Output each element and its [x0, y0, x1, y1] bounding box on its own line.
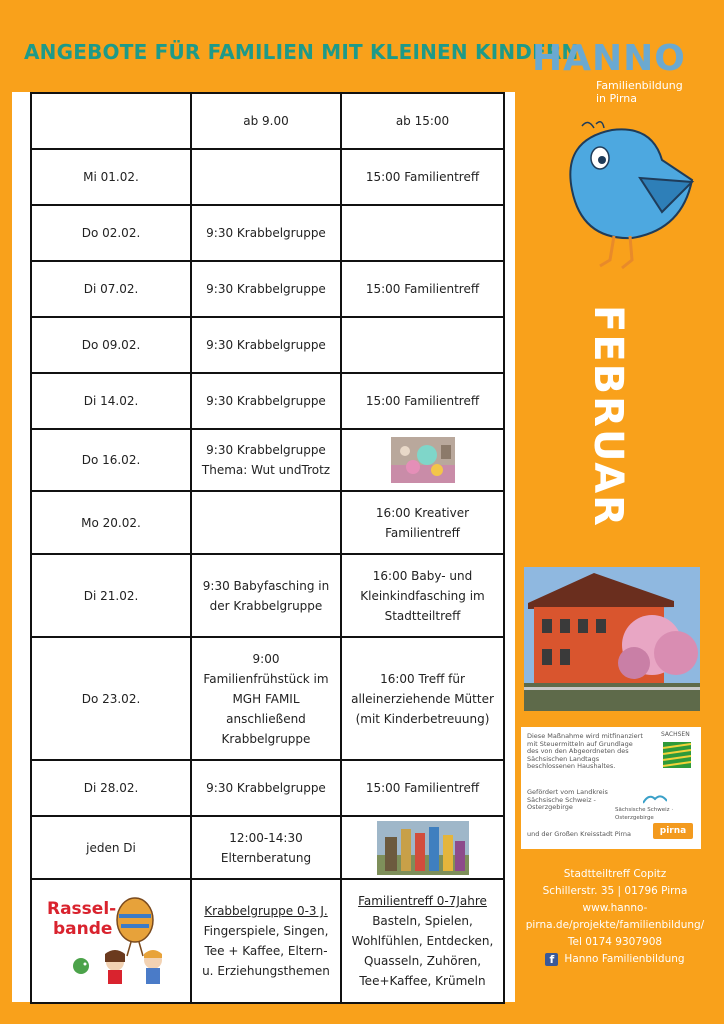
day-cell: Di 21.02. — [31, 554, 191, 637]
familientreff-title: Familientreff 0-7Jahre — [358, 894, 487, 908]
afternoon-cell — [341, 554, 504, 637]
facebook-icon: f — [545, 953, 558, 966]
day-cell: Di 28.02. — [31, 760, 191, 816]
contact-website-l1[interactable]: www.hanno- — [582, 902, 648, 914]
table-footer-row — [31, 879, 504, 1003]
header-afternoon: ab 15:00 — [341, 93, 504, 149]
cell-line: Tee + Kaffee, Eltern- — [204, 944, 328, 958]
cell-line: 9:00 — [252, 651, 280, 666]
afternoon-cell: 15:00 Familientreff — [341, 373, 504, 429]
afternoon-cell: 15:00 Familientreff — [341, 261, 504, 317]
table-row — [31, 149, 504, 205]
table-row — [31, 491, 504, 554]
playground-sculptures-photo — [377, 821, 469, 875]
day-cell: Mo 20.02. — [31, 491, 191, 554]
facebook-label: Hanno Familienbildung — [564, 953, 685, 965]
krabbelgruppe-title: Krabbelgruppe 0-3 J. — [204, 904, 328, 918]
hanno-logo — [532, 38, 702, 105]
day-cell: Do 09.02. — [31, 317, 191, 373]
table-header-row — [31, 93, 504, 149]
funding-line: Sächsischen Landtags — [527, 754, 600, 763]
funding-line: des von den Abgeordneten des — [527, 747, 629, 755]
sachsen-label: SACHSEN — [661, 731, 690, 738]
cell-line: 16:00 Baby- und — [372, 568, 473, 583]
afternoon-cell: 15:00 Familientreff — [341, 149, 504, 205]
cell-line: Wohlfühlen, Entdecken, — [351, 934, 494, 948]
afternoon-cell — [341, 491, 504, 554]
rasselbande-logo-line1: Rassel- — [47, 899, 117, 919]
cell-line: alleinerziehende Mütter — [351, 691, 494, 706]
morning-cell — [191, 816, 341, 879]
afternoon-cell — [341, 429, 504, 491]
day-cell: Di 07.02. — [31, 261, 191, 317]
day-cell: Do 23.02. — [31, 637, 191, 760]
day-cell: Do 02.02. — [31, 205, 191, 261]
blue-bird-illustration — [552, 120, 702, 275]
rasselbande-logo-cell — [31, 879, 191, 1003]
contact-phone: Tel 0174 9307908 — [567, 936, 663, 948]
funding-text-landtag — [527, 733, 657, 771]
funding-line: Sächsische Schweiz - — [527, 795, 596, 804]
day-cell: Do 16.02. — [31, 429, 191, 491]
landkreis-logo — [643, 793, 667, 805]
schedule-table — [30, 92, 505, 1004]
stadtteiltreff-building-photo — [524, 567, 700, 711]
header-empty — [31, 93, 191, 149]
cell-line: Stadtteiltreff — [384, 608, 461, 623]
table-row — [31, 816, 504, 879]
cell-line: (mit Kinderbetreuung) — [355, 711, 490, 726]
funding-line: Osterzgebirge — [527, 803, 573, 811]
pirna-logo-text: pirna — [659, 826, 687, 836]
pirna-logo — [653, 823, 693, 839]
afternoon-cell — [341, 317, 504, 373]
cell-line: 16:00 Treff für — [380, 671, 465, 686]
cell-line: MGH FAMIL — [232, 691, 300, 706]
contact-website-l2[interactable]: pirna.de/projekte/familienbildung/ — [525, 919, 705, 931]
cell-line: 9:30 Babyfasching in — [202, 578, 330, 593]
rasselbande-logo-line2: bande — [53, 919, 113, 939]
cell-line: Quasseln, Zuhören, — [363, 954, 482, 968]
cell-line: der Krabbelgruppe — [209, 598, 323, 613]
table-row — [31, 373, 504, 429]
cell-line: 12:00-14:30 — [229, 830, 303, 845]
funding-line: Diese Maßnahme wird mitfinanziert — [527, 732, 643, 740]
funding-notice — [521, 727, 701, 849]
familientreff-info-cell — [341, 879, 504, 1003]
table-row — [31, 205, 504, 261]
morning-cell: 9:30 Krabbelgruppe — [191, 261, 341, 317]
children-playing-photo — [391, 437, 455, 483]
cell-line: anschließend — [226, 711, 306, 726]
afternoon-cell — [341, 205, 504, 261]
cell-line: 16:00 Kreativer — [375, 505, 470, 520]
funding-line: Gefördert vom Landkreis — [527, 788, 608, 796]
table-row — [31, 261, 504, 317]
cell-line: u. Erziehungsthemen — [202, 964, 330, 978]
morning-cell: 9:30 Krabbelgruppe — [191, 317, 341, 373]
table-row — [31, 554, 504, 637]
morning-cell — [191, 637, 341, 760]
landkreis-label: Sächsische Schweiz · Osterzgebirge — [615, 807, 674, 821]
morning-cell: 9:30 Krabbelgruppe — [191, 373, 341, 429]
funding-text-stadt: und der Großen Kreisstadt Pirna — [527, 830, 632, 838]
rasselbande-logo — [41, 892, 181, 984]
cell-line: Kleinkindfasching im — [360, 588, 485, 603]
afternoon-cell — [341, 816, 504, 879]
hanno-logo-sub1: Familienbildung — [596, 79, 683, 92]
morning-cell — [191, 429, 341, 491]
month-label: FEBRUAR — [585, 305, 631, 528]
cell-line: Tee+Kaffee, Krümeln — [359, 974, 486, 988]
contact-address: Schillerstr. 35 | 01796 Pirna — [542, 885, 688, 897]
day-cell: jeden Di — [31, 816, 191, 879]
hanno-logo-text: HANNO — [532, 38, 686, 79]
contact-info — [520, 866, 710, 968]
cell-line: Fingerspiele, Singen, — [203, 924, 329, 938]
table-row — [31, 760, 504, 816]
table-row — [31, 429, 504, 491]
cell-line: Elternberatung — [220, 850, 312, 865]
morning-cell — [191, 554, 341, 637]
cell-line: Familienfrühstück im — [203, 671, 329, 686]
hanno-logo-sub2: in Pirna — [596, 92, 638, 105]
day-cell: Mi 01.02. — [31, 149, 191, 205]
contact-location: Stadtteiltreff Copitz — [563, 868, 667, 880]
morning-cell — [191, 491, 341, 554]
krabbelgruppe-info-cell — [191, 879, 341, 1003]
cell-line: Thema: Wut undTrotz — [201, 463, 331, 477]
morning-cell: 9:30 Krabbelgruppe — [191, 205, 341, 261]
table-row — [31, 317, 504, 373]
afternoon-cell: 15:00 Familientreff — [341, 760, 504, 816]
cell-line: Basteln, Spielen, — [372, 914, 473, 928]
cell-line: 9:30 Krabbelgruppe — [206, 443, 326, 457]
afternoon-cell — [341, 637, 504, 760]
sachsen-coat-of-arms — [661, 740, 693, 770]
day-cell: Di 14.02. — [31, 373, 191, 429]
cell-line: Krabbelgruppe — [221, 731, 311, 746]
header-morning: ab 9.00 — [191, 93, 341, 149]
page-title: ANGEBOTE FÜR FAMILIEN MIT KLEINEN KINDERN — [24, 40, 579, 64]
morning-cell: 9:30 Krabbelgruppe — [191, 760, 341, 816]
cell-line: Familientreff — [385, 525, 460, 540]
funding-line: mit Steuermitteln auf Grundlage — [527, 739, 633, 748]
table-row — [31, 637, 504, 760]
funding-line: beschlossenen Haushaltes. — [527, 762, 616, 770]
morning-cell — [191, 149, 341, 205]
facebook-link[interactable] — [520, 951, 710, 968]
